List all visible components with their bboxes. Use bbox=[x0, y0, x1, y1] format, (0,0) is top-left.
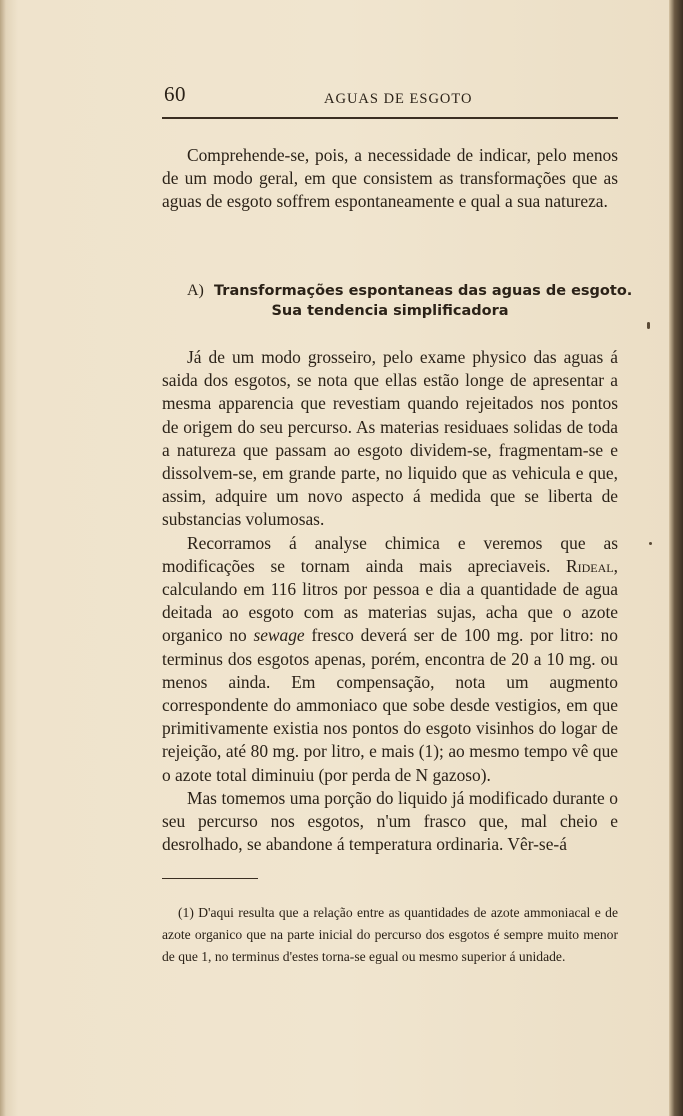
footnote bbox=[162, 902, 618, 968]
body-paragraph-3: Mas tomemos uma porção do liquido já modificado durante o seu percurso nos esgotos, n'um frasco que, mal cheio e desrolhado, se abandone á temperatura ordinaria. Vêr-se-á bbox=[162, 787, 618, 855]
intro-paragraph: Comprehende-se, pois, a necessidade de indicar, pelo menos de um modo geral, em que consistem as transformações que as aguas de esgoto soffrem espontaneamente e qual a sua natureza. bbox=[162, 145, 618, 212]
footnote-text: (1) D'aqui resulta que a relação entre as quantidades de azote ammoniacal e de azote organico que na parte inicial do percurso dos esgotos é sempre muito menor de que 1, no terminus d'estes torna-se egual ou mesmo superior á unidade. bbox=[162, 905, 618, 964]
italic-term: sewage bbox=[253, 625, 305, 646]
section-title-line1: Transformações espontaneas das aguas de esgoto. bbox=[214, 283, 633, 299]
section-subheading bbox=[162, 300, 618, 323]
page-header bbox=[162, 82, 618, 112]
p2-text-c: fresco deverá ser de 100 mg. por litro: no terminus dos esgotos apenas, porém, encontra de 20 a 10 mg. ou menos ainda. Em compensação, nota um augmento correspondente do ammoniaco que sobe desde vestigios, em que primitivamente existia nos pontos do esgoto visinhos do logar de rejeição, até 80 mg. por litro, e mais (1); ao mesmo tempo vê que o azote total diminuiu (por perda de N gazoso). bbox=[162, 625, 618, 785]
body-text bbox=[162, 346, 618, 856]
running-head: AGUAS DE ESGOTO bbox=[324, 91, 473, 107]
page-number: 60 bbox=[164, 82, 186, 106]
ink-speck bbox=[649, 542, 652, 545]
page-gutter-shadow bbox=[0, 0, 6, 1116]
footnote-rule bbox=[162, 878, 258, 879]
p2-text-b: , calculando em 116 litros por pessoa e dia a quantidade de agua deitada ao esgoto com as materias sujas, acha que o azote organico no bbox=[162, 555, 618, 646]
author-name: Rideal bbox=[566, 555, 614, 576]
p2-text-a: Recorramos á analyse chimica e veremos que as modificações se tornam ainda mais apreciaveis. bbox=[162, 532, 618, 576]
page-edge-shadow bbox=[669, 0, 683, 1116]
ink-speck bbox=[647, 322, 650, 329]
section-title-line2: Sua tendencia simplificadora bbox=[271, 303, 509, 319]
header-rule bbox=[162, 117, 618, 119]
body-paragraph-1: Já de um modo grosseiro, pelo exame physico das aguas á saida dos esgotos, se nota que ellas estão longe de apresentar a mesma apparencia que revestiam quando rejeitados nos pontos de origem do seu percurso. As materias residuaes solidas de toda a natureza que passam ao esgoto dividem-se, fragmentam-se e dissolvem-se, em grande parte, no liquido que as vehicula e que, assim, adquire um novo aspecto á medida que se liberta de substancias volumosas. bbox=[162, 347, 618, 530]
intro-paragraph-block bbox=[162, 144, 618, 214]
section-letter: A) bbox=[187, 282, 204, 299]
body-paragraph-2 bbox=[162, 532, 618, 787]
